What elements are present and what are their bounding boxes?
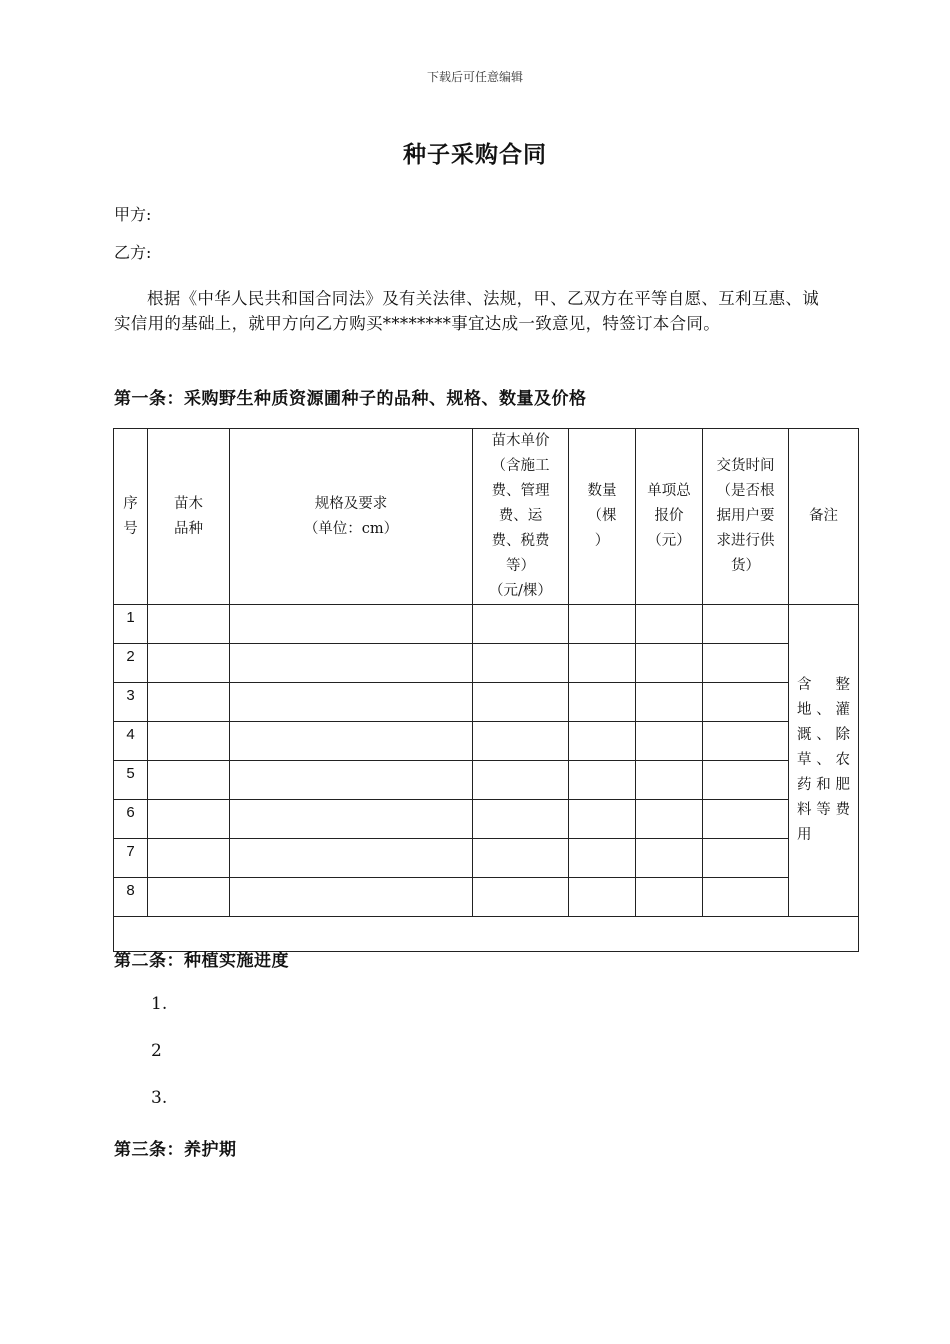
row-number: 6 [114, 800, 148, 839]
table-row [114, 683, 859, 722]
delivery-cell[interactable] [703, 722, 789, 761]
header-total: 单项总 报价 （元） [636, 429, 703, 605]
unit-price-cell[interactable] [473, 644, 569, 683]
variety-cell[interactable] [148, 839, 230, 878]
quantity-cell[interactable] [569, 761, 636, 800]
variety-cell[interactable] [148, 683, 230, 722]
spec-cell[interactable] [230, 839, 473, 878]
unit-price-cell[interactable] [473, 683, 569, 722]
row-number: 5 [114, 761, 148, 800]
delivery-cell[interactable] [703, 800, 789, 839]
quantity-cell[interactable] [569, 800, 636, 839]
spec-cell[interactable] [230, 722, 473, 761]
variety-cell[interactable] [148, 761, 230, 800]
unit-price-cell[interactable] [473, 878, 569, 917]
unit-price-cell[interactable] [473, 761, 569, 800]
delivery-cell[interactable] [703, 605, 789, 644]
spec-cell[interactable] [230, 605, 473, 644]
quantity-cell[interactable] [569, 839, 636, 878]
table-row [114, 722, 859, 761]
table-row [114, 761, 859, 800]
row-number: 8 [114, 878, 148, 917]
delivery-cell[interactable] [703, 644, 789, 683]
header-seq: 序 号 [114, 429, 148, 605]
intro-paragraph: 根据《中华人民共和国合同法》及有关法律、法规，甲、乙双方在平等自愿、互利互惠、诚实信用的基础上，就甲方向乙方购买********事宜达成一致意见，特签订本合同。 [114, 289, 819, 333]
party-a-label: 甲方: [114, 205, 152, 224]
total-cell[interactable] [636, 839, 703, 878]
section-2-title: 第二条：种植实施进度 [114, 951, 289, 971]
section-3-title: 第三条：养护期 [114, 1140, 237, 1160]
list-item: 1. [151, 994, 168, 1014]
unit-price-cell[interactable] [473, 605, 569, 644]
row-number: 2 [114, 644, 148, 683]
party-b-label: 乙方: [114, 243, 152, 262]
total-cell[interactable] [636, 644, 703, 683]
specification-table [113, 428, 859, 952]
header-spec: 规格及要求 （单位：cm） [230, 429, 473, 605]
quantity-cell[interactable] [569, 683, 636, 722]
delivery-cell[interactable] [703, 878, 789, 917]
header-variety: 苗木 品种 [148, 429, 230, 605]
quantity-cell[interactable] [569, 878, 636, 917]
unit-price-cell[interactable] [473, 722, 569, 761]
variety-cell[interactable] [148, 605, 230, 644]
delivery-cell[interactable] [703, 761, 789, 800]
spec-cell[interactable] [230, 800, 473, 839]
total-cell[interactable] [636, 878, 703, 917]
spec-cell[interactable] [230, 761, 473, 800]
header-unit-price: 苗木单价 （含施工 费、管理 费、运 费、税费 等） （元/棵） [473, 429, 569, 605]
document-title: 种子采购合同 [403, 141, 547, 168]
variety-cell[interactable] [148, 878, 230, 917]
total-cell[interactable] [636, 722, 703, 761]
list-item: 3. [151, 1088, 168, 1108]
total-cell[interactable] [636, 683, 703, 722]
table-row [114, 839, 859, 878]
section-1-title: 第一条：采购野生种质资源圃种子的品种、规格、数量及价格 [114, 389, 587, 409]
quantity-cell[interactable] [569, 605, 636, 644]
header-note: 下载后可任意编辑 [426, 70, 523, 84]
spec-cell[interactable] [230, 683, 473, 722]
header-quantity: 数量 （棵 ） [569, 429, 636, 605]
variety-cell[interactable] [148, 722, 230, 761]
table-header-row [114, 429, 859, 605]
total-cell[interactable] [636, 605, 703, 644]
header-remark: 备注 [789, 429, 859, 605]
remark-note: 含整地、灌溉、除草、农药和肥料等费用 [789, 605, 859, 917]
spec-cell[interactable] [230, 878, 473, 917]
table-row [114, 878, 859, 917]
quantity-cell[interactable] [569, 644, 636, 683]
unit-price-cell[interactable] [473, 800, 569, 839]
total-cell[interactable] [636, 800, 703, 839]
row-number: 4 [114, 722, 148, 761]
table-row [114, 605, 859, 644]
list-item: 2 [151, 1041, 162, 1061]
delivery-cell[interactable] [703, 683, 789, 722]
table-row [114, 800, 859, 839]
row-number: 1 [114, 605, 148, 644]
delivery-cell[interactable] [703, 839, 789, 878]
spec-cell[interactable] [230, 644, 473, 683]
row-number: 7 [114, 839, 148, 878]
quantity-cell[interactable] [569, 722, 636, 761]
variety-cell[interactable] [148, 800, 230, 839]
header-delivery: 交货时间 （是否根 据用户要 求进行供 货） [703, 429, 789, 605]
variety-cell[interactable] [148, 644, 230, 683]
row-number: 3 [114, 683, 148, 722]
unit-price-cell[interactable] [473, 839, 569, 878]
total-cell[interactable] [636, 761, 703, 800]
table-row [114, 644, 859, 683]
